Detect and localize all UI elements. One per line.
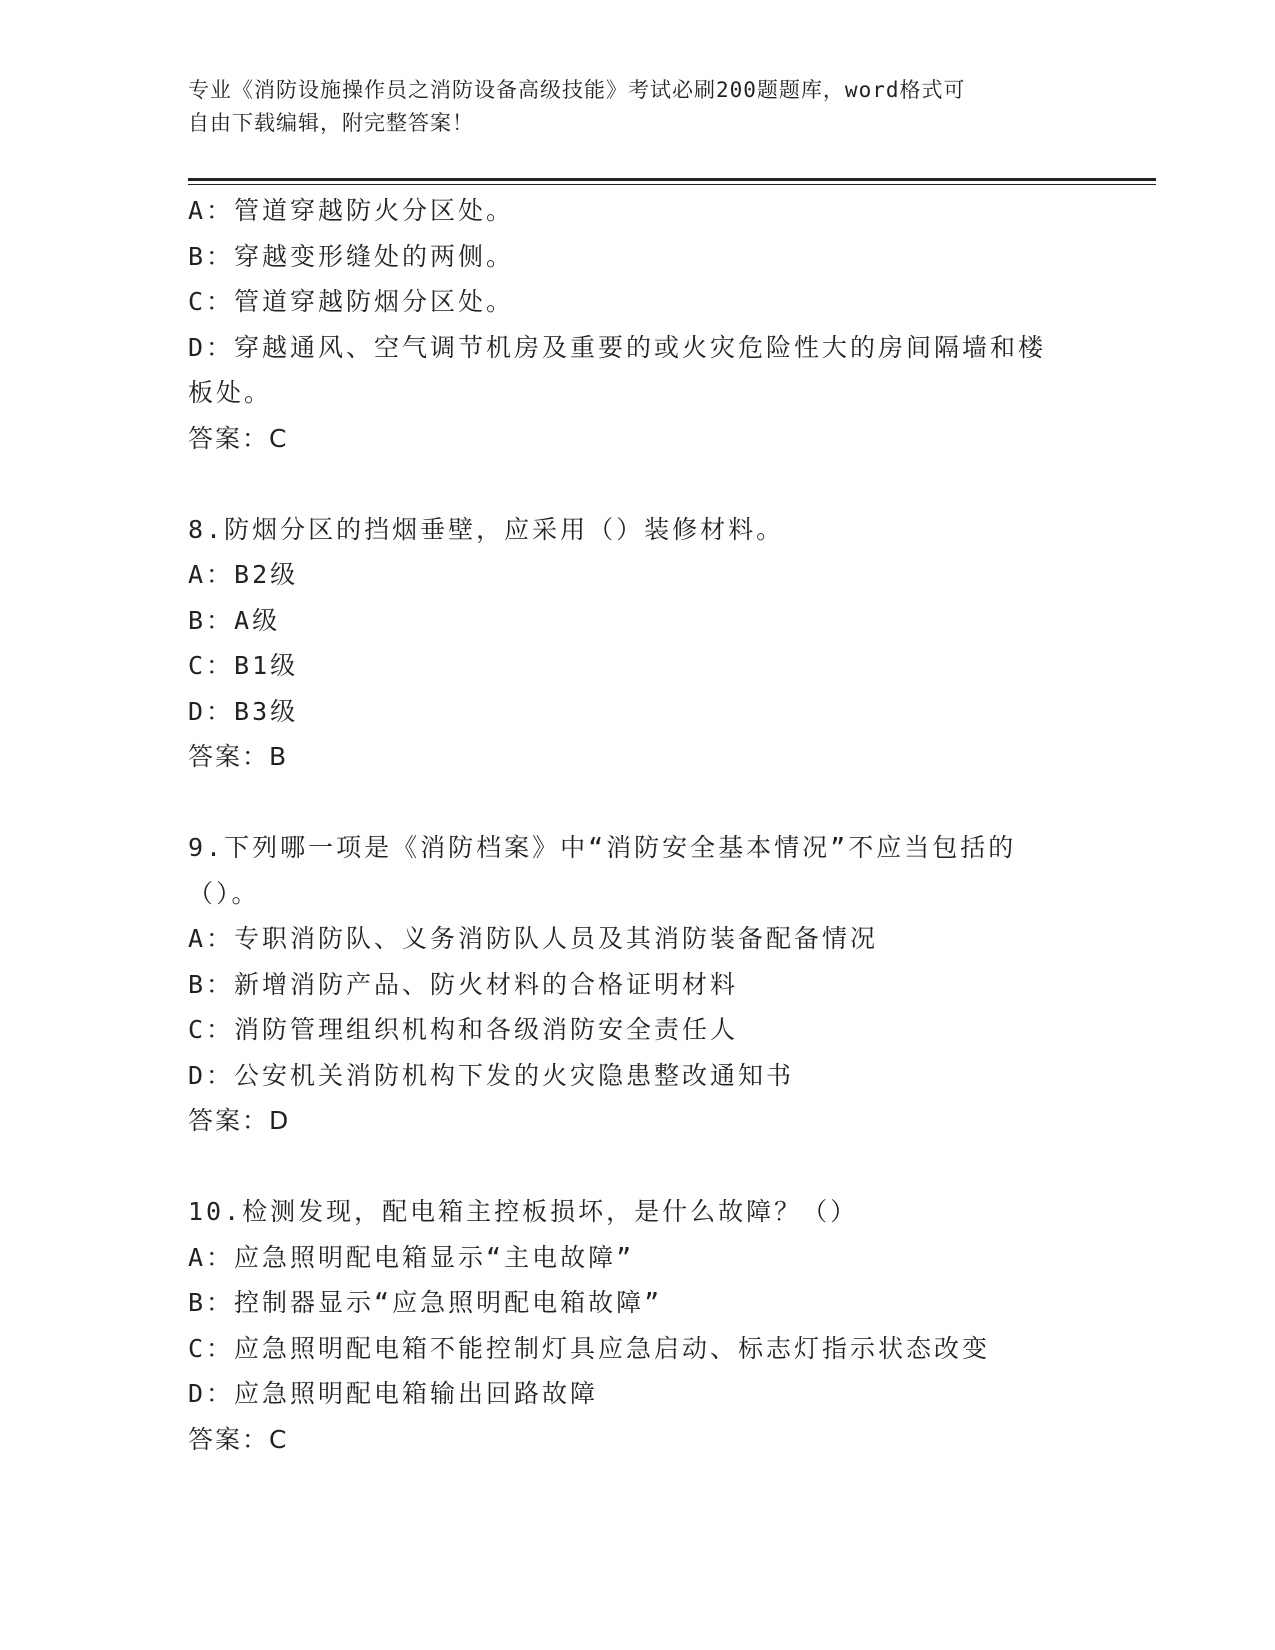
option-b: B：控制器显示“应急照明配电箱故障” <box>188 1288 663 1317</box>
option-c: C：B1级 <box>188 651 299 680</box>
header-line-1: 专业《消防设施操作员之消防设备高级技能》考试必刷200题题库，word格式可 <box>188 78 966 102</box>
spacer <box>188 461 1088 507</box>
option-b: B：新增消防产品、防火材料的合格证明材料 <box>188 969 739 999</box>
option-d: D：应急照明配电箱输出回路故障 <box>188 1379 599 1408</box>
option-d: D：B3级 <box>188 696 299 726</box>
option-d: D：公安机关消防机构下发的火灾隐患整改通知书 <box>188 1060 795 1090</box>
option-d: D：穿越通风、空气调节机房及重要的或火灾危险性大的房间隔墙和楼板处。 <box>188 332 1047 407</box>
question-text: 8.防烟分区的挡烟垂壁，应采用（）装修材料。 <box>188 514 785 544</box>
header-divider-thick <box>188 178 1156 181</box>
option-a: A：B2级 <box>188 560 299 589</box>
spacer <box>188 780 1088 826</box>
header-line-2: 自由下载编辑，附完整答案！ <box>188 111 474 135</box>
option-a: A：专职消防队、义务消防队人员及其消防装备配备情况 <box>188 924 879 953</box>
answer: 答案：C <box>188 423 289 453</box>
document-header <box>188 74 1068 140</box>
question-9 <box>188 825 1088 1144</box>
question-list <box>188 188 1088 1462</box>
answer: 答案：B <box>188 742 289 771</box>
question-text: 9.下列哪一项是《消防档案》中“消防安全基本情况”不应当包括的（）。 <box>188 833 1017 908</box>
option-c: C：消防管理组织机构和各级消防安全责任人 <box>188 1015 739 1044</box>
answer: 答案：D <box>188 1106 291 1135</box>
option-a: A：应急照明配电箱显示“主电故障” <box>188 1242 635 1272</box>
option-b: B：穿越变形缝处的两侧。 <box>188 241 515 271</box>
question-text: 10.检测发现，配电箱主控板损坏，是什么故障？（） <box>188 1197 859 1226</box>
question-7 <box>188 188 1088 461</box>
option-b: B：A级 <box>188 605 281 635</box>
question-10 <box>188 1189 1088 1462</box>
option-a: A：管道穿越防火分区处。 <box>188 196 515 225</box>
answer: 答案：C <box>188 1424 289 1454</box>
option-c: C：应急照明配电箱不能控制灯具应急启动、标志灯指示状态改变 <box>188 1333 991 1363</box>
header-divider-thin <box>188 184 1156 185</box>
spacer <box>188 1144 1088 1190</box>
option-c: C：管道穿越防烟分区处。 <box>188 287 515 316</box>
question-8 <box>188 507 1088 780</box>
